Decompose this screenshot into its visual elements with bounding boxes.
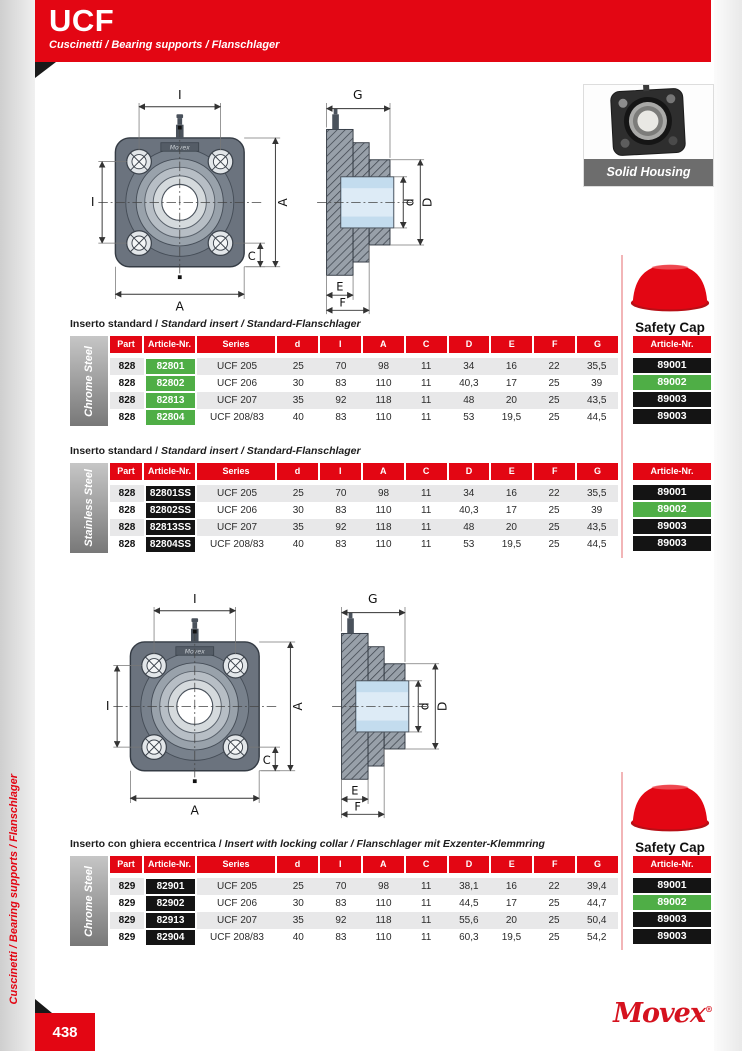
column-header: d [277,336,320,353]
column-header: Part [110,856,144,873]
dimension-cell: 30 [292,378,304,389]
series-cell: UCF 208/83 [210,539,264,550]
registered-mark: ® [704,1004,713,1014]
dimension-cell: 11 [420,522,432,533]
safety-cap-image [626,772,714,833]
dimension-cell: 30 [292,505,304,516]
series-cell: UCF 205 [216,488,257,499]
dim-label-A-right: A [275,198,290,207]
page-right-margin [714,0,742,1051]
part-cell: 828 [118,522,136,533]
dimension-cell: 110 [375,539,392,550]
housing-brand-label: Movex [169,144,190,152]
data-table [110,336,618,426]
dimension-cell: 118 [375,915,392,926]
part-cell: 828 [118,505,136,516]
side-view-section [327,109,394,276]
column-header: E [491,336,534,353]
dimension-cell: 53 [463,412,475,423]
solid-housing-photo [583,84,714,187]
solid-housing-image [584,85,713,159]
column-header: C [406,336,449,353]
dimension-cell: 98 [378,488,390,499]
dimension-cell: 11 [420,361,432,372]
article-number-cell: 82904 [144,929,197,946]
dimension-cell: 20 [505,915,517,926]
column-header: C [406,856,449,873]
article-number-cell: 82913 [144,912,197,929]
column-header: I [320,336,363,353]
dimension-cell: 110 [375,412,392,423]
dimension-cell: 83 [335,539,347,550]
part-cell: 828 [118,378,136,389]
table-row [110,519,618,536]
dimension-cell: 92 [335,395,347,406]
header-subtitle: Cuscinetti / Bearing supports / Flanschlager [49,39,280,51]
part-cell: 829 [118,898,136,909]
dim-label-C: C [262,753,271,768]
brand-logo: Movex® [613,998,713,1029]
dimension-cell: 25 [548,932,560,943]
column-header: F [534,336,577,353]
dimension-cell: 118 [375,522,392,533]
dimension-cell: 110 [375,505,392,516]
dimension-cell: 11 [420,881,432,892]
dimension-cell: 118 [375,395,392,406]
cap-article-cell: 89003 [633,929,711,946]
dimension-cell: 11 [420,915,432,926]
cap-article-cell: 89003 [633,519,711,536]
dimension-cell: 92 [335,915,347,926]
dimension-cell: 22 [548,488,560,499]
dimension-cell: 60,3 [459,932,479,943]
dimension-cell: 11 [420,412,432,423]
series-cell: UCF 207 [216,915,257,926]
column-header: F [534,856,577,873]
series-cell: UCF 206 [216,898,257,909]
table-title-main: Inserto standard / [70,318,162,330]
article-number-cell: 82804SS [144,536,197,553]
steel-type-label: Stainless Steel [70,463,108,553]
solid-housing-label: Solid Housing [584,159,713,186]
cap-column-header: Article-Nr. [633,463,711,480]
dimension-cell: 11 [420,488,432,499]
steel-type-label: Chrome Steel [70,336,108,426]
dimension-cell: 40 [292,932,304,943]
dimension-cell: 25 [292,881,304,892]
dimension-cell: 35,5 [586,488,607,499]
part-cell: 828 [118,412,136,423]
dim-label-A-bottom: A [190,803,199,818]
dim-label-I-top: I [177,88,182,103]
dim-label-A-bottom: A [175,299,184,314]
table-title [70,318,711,330]
series-cell: UCF 205 [216,361,257,372]
table-row [110,536,618,553]
series-cell: UCF 205 [216,881,257,892]
dimension-cell: 35 [292,395,304,406]
dimension-cell: 20 [505,395,517,406]
side-view-section [342,613,409,780]
column-header: A [363,336,406,353]
dimension-cell: 44,5 [586,412,607,423]
dimension-cell: 83 [335,932,347,943]
dimension-cell: 48 [463,395,475,406]
dimension-cell: 110 [375,378,392,389]
cap-article-cell: 89003 [633,392,711,409]
dimension-cell: 34 [463,361,475,372]
column-header: d [277,856,320,873]
column-header: Article-Nr. [144,463,197,480]
dimension-cell: 39,4 [586,881,607,892]
part-cell: 828 [118,361,136,372]
cap-article-cell: 89002 [633,375,711,392]
dimension-cell: 43,5 [586,395,607,406]
table-header-row [110,463,618,480]
dim-label-D: D [420,197,435,208]
dimension-cell: 40 [292,412,304,423]
dim-label-G: G [353,88,363,103]
column-header: Series [197,336,277,353]
dimension-cell: 25 [548,395,560,406]
dim-label-I-top: I [192,592,197,607]
dimension-cell: 44,5 [586,539,607,550]
dimension-cell: 16 [505,881,517,892]
dimension-cell: 25 [548,898,560,909]
table-section-stainless-standard [70,445,711,550]
table-row [110,375,618,392]
table-title-italic: Insert with locking collar / Flanschlager mit Exzenter-Klemmring [224,838,545,850]
dimension-cell: 83 [335,412,347,423]
cap-article-cell: 89003 [633,409,711,426]
series-cell: UCF 208/83 [210,412,264,423]
dimension-cell: 70 [335,361,347,372]
dimension-cell: 17 [505,898,517,909]
dimension-cell: 70 [335,881,347,892]
steel-type-label: Chrome Steel [70,856,108,946]
series-cell: UCF 207 [216,522,257,533]
header-fold-triangle [35,62,56,78]
dim-label-I-left: I [90,195,95,210]
table-row [110,392,618,409]
cap-article-column [633,856,711,946]
article-number-cell: 82901 [144,878,197,895]
column-header: G [577,856,618,873]
footer-fold-triangle [35,999,52,1013]
column-header: A [363,463,406,480]
table-title-main: Inserto con ghiera eccentrica / [70,838,225,850]
drawing-top [85,84,445,316]
dimension-cell: 40,3 [459,378,479,389]
part-cell: 828 [118,539,136,550]
dimension-cell: 54,2 [586,932,607,943]
table-title-main: Inserto standard / [70,445,162,457]
table-row [110,358,618,375]
dimension-cell: 110 [375,932,392,943]
article-number-cell: 82801SS [144,485,197,502]
part-cell: 829 [118,932,136,943]
column-header: I [320,463,363,480]
dim-label-C: C [247,249,256,264]
cap-article-cell: 89001 [633,878,711,895]
cap-column-header: Article-Nr. [633,856,711,873]
column-header: Part [110,336,144,353]
table-header-row [110,336,618,353]
dimension-cell: 11 [420,378,432,389]
dimension-cell: 22 [548,361,560,372]
table-title-italic: Standard insert / Standard-Flanschlager [161,318,361,330]
dimension-cell: 83 [335,505,347,516]
dimension-cell: 20 [505,522,517,533]
data-table [110,463,618,553]
dimension-cell: 30 [292,898,304,909]
table-row [110,878,618,895]
column-header: G [577,463,618,480]
cap-article-column [633,463,711,553]
dimension-cell: 25 [548,539,560,550]
table-row [110,409,618,426]
dimension-cell: 16 [505,361,517,372]
cap-article-cell: 89002 [633,502,711,519]
dimension-cell: 35,5 [586,361,607,372]
table-title-italic: Standard insert / Standard-Flanschlager [161,445,361,457]
table-section-chrome-eccentric [70,838,711,943]
table-row [110,929,618,946]
column-header: G [577,336,618,353]
column-header: Article-Nr. [144,336,197,353]
dimension-cell: 43,5 [586,522,607,533]
part-cell: 829 [118,881,136,892]
dimension-cell: 19,5 [501,539,522,550]
safety-cap-label: Safety Cap [635,320,705,335]
section-divider [621,255,623,558]
sidebar-vertical-text: Cuscinetti / Bearing supports / Flanschlager [8,773,20,1005]
dimension-cell: 98 [378,361,390,372]
dim-label-G: G [368,592,378,607]
article-number-cell: 82813 [144,392,197,409]
page-header [35,0,711,62]
dimension-cell: 35 [292,915,304,926]
column-header: F [534,463,577,480]
dimension-cell: 25 [548,412,560,423]
column-header: I [320,856,363,873]
dimension-cell: 25 [292,488,304,499]
article-number-cell: 82801 [144,358,197,375]
dimension-cell: 55,6 [459,915,479,926]
column-header: Series [197,856,277,873]
dimension-cell: 11 [420,395,432,406]
table-row [110,912,618,929]
dimension-cell: 11 [420,505,432,516]
dimension-cell: 16 [505,488,517,499]
dimension-cell: 11 [420,898,432,909]
dimension-cell: 40 [292,539,304,550]
drawing-bottom [100,588,460,820]
cap-article-column [633,336,711,426]
column-header: D [449,336,492,353]
page-title: UCF [49,3,115,38]
cap-article-cell: 89001 [633,485,711,502]
dim-label-d: d [417,702,432,711]
part-cell: 828 [118,488,136,499]
column-header: E [491,856,534,873]
column-header: Article-Nr. [144,856,197,873]
cap-article-cell: 89003 [633,536,711,553]
dim-label-E: E [351,783,359,798]
dim-label-E: E [336,279,344,294]
dimension-cell: 25 [548,522,560,533]
dimension-cell: 53 [463,539,475,550]
safety-cap-label: Safety Cap [635,840,705,855]
cap-article-cell: 89002 [633,895,711,912]
table-title [70,838,711,850]
article-number-cell: 82802 [144,375,197,392]
dimension-cell: 40,3 [459,505,479,516]
page-number: 438 [35,1013,95,1051]
column-header: D [449,463,492,480]
dim-label-I-left: I [105,699,110,714]
column-header: C [406,463,449,480]
dimension-cell: 44,5 [459,898,479,909]
dimension-cell: 48 [463,522,475,533]
dimension-cell: 25 [292,361,304,372]
dim-label-d: d [402,198,417,207]
table-row [110,485,618,502]
dimension-cell: 11 [420,539,432,550]
series-cell: UCF 206 [216,505,257,516]
dimension-cell: 70 [335,488,347,499]
dim-label-F: F [339,295,346,310]
column-header: A [363,856,406,873]
dim-label-F: F [354,799,361,814]
article-number-cell: 82802SS [144,502,197,519]
dimension-cell: 19,5 [501,412,522,423]
article-number-cell: 82804 [144,409,197,426]
article-number-cell: 82902 [144,895,197,912]
table-row [110,895,618,912]
series-cell: UCF 206 [216,378,257,389]
dimension-cell: 25 [548,505,560,516]
dimension-cell: 39 [591,378,603,389]
dimension-cell: 35 [292,522,304,533]
cap-article-cell: 89003 [633,912,711,929]
dimension-cell: 83 [335,898,347,909]
dimension-cell: 44,7 [586,898,607,909]
dimension-cell: 19,5 [501,932,522,943]
dimension-cell: 22 [548,881,560,892]
dim-label-A-right: A [290,702,305,711]
dimension-cell: 25 [548,378,560,389]
safety-cap-image [626,252,714,313]
dimension-cell: 17 [505,378,517,389]
dimension-cell: 25 [548,915,560,926]
table-row [110,502,618,519]
housing-brand-label: Movex [184,648,205,656]
dimension-cell: 83 [335,378,347,389]
dimension-cell: 38,1 [459,881,479,892]
dimension-cell: 98 [378,881,390,892]
column-header: Part [110,463,144,480]
column-header: D [449,856,492,873]
cap-column-header: Article-Nr. [633,336,711,353]
table-header-row [110,856,618,873]
dimension-cell: 34 [463,488,475,499]
part-cell: 828 [118,395,136,406]
series-cell: UCF 207 [216,395,257,406]
table-section-chrome-standard [70,318,711,423]
article-number-cell: 82813SS [144,519,197,536]
dimension-cell: 17 [505,505,517,516]
dimension-cell: 11 [420,932,432,943]
dimension-cell: 110 [375,898,392,909]
column-header: d [277,463,320,480]
dimension-cell: 39 [591,505,603,516]
series-cell: UCF 208/83 [210,932,264,943]
dim-label-D: D [435,701,450,712]
cap-article-cell: 89001 [633,358,711,375]
table-title [70,445,711,457]
dimension-cell: 92 [335,522,347,533]
column-header: E [491,463,534,480]
data-table [110,856,618,946]
part-cell: 829 [118,915,136,926]
section-divider [621,772,623,950]
column-header: Series [197,463,277,480]
dimension-cell: 50,4 [586,915,607,926]
